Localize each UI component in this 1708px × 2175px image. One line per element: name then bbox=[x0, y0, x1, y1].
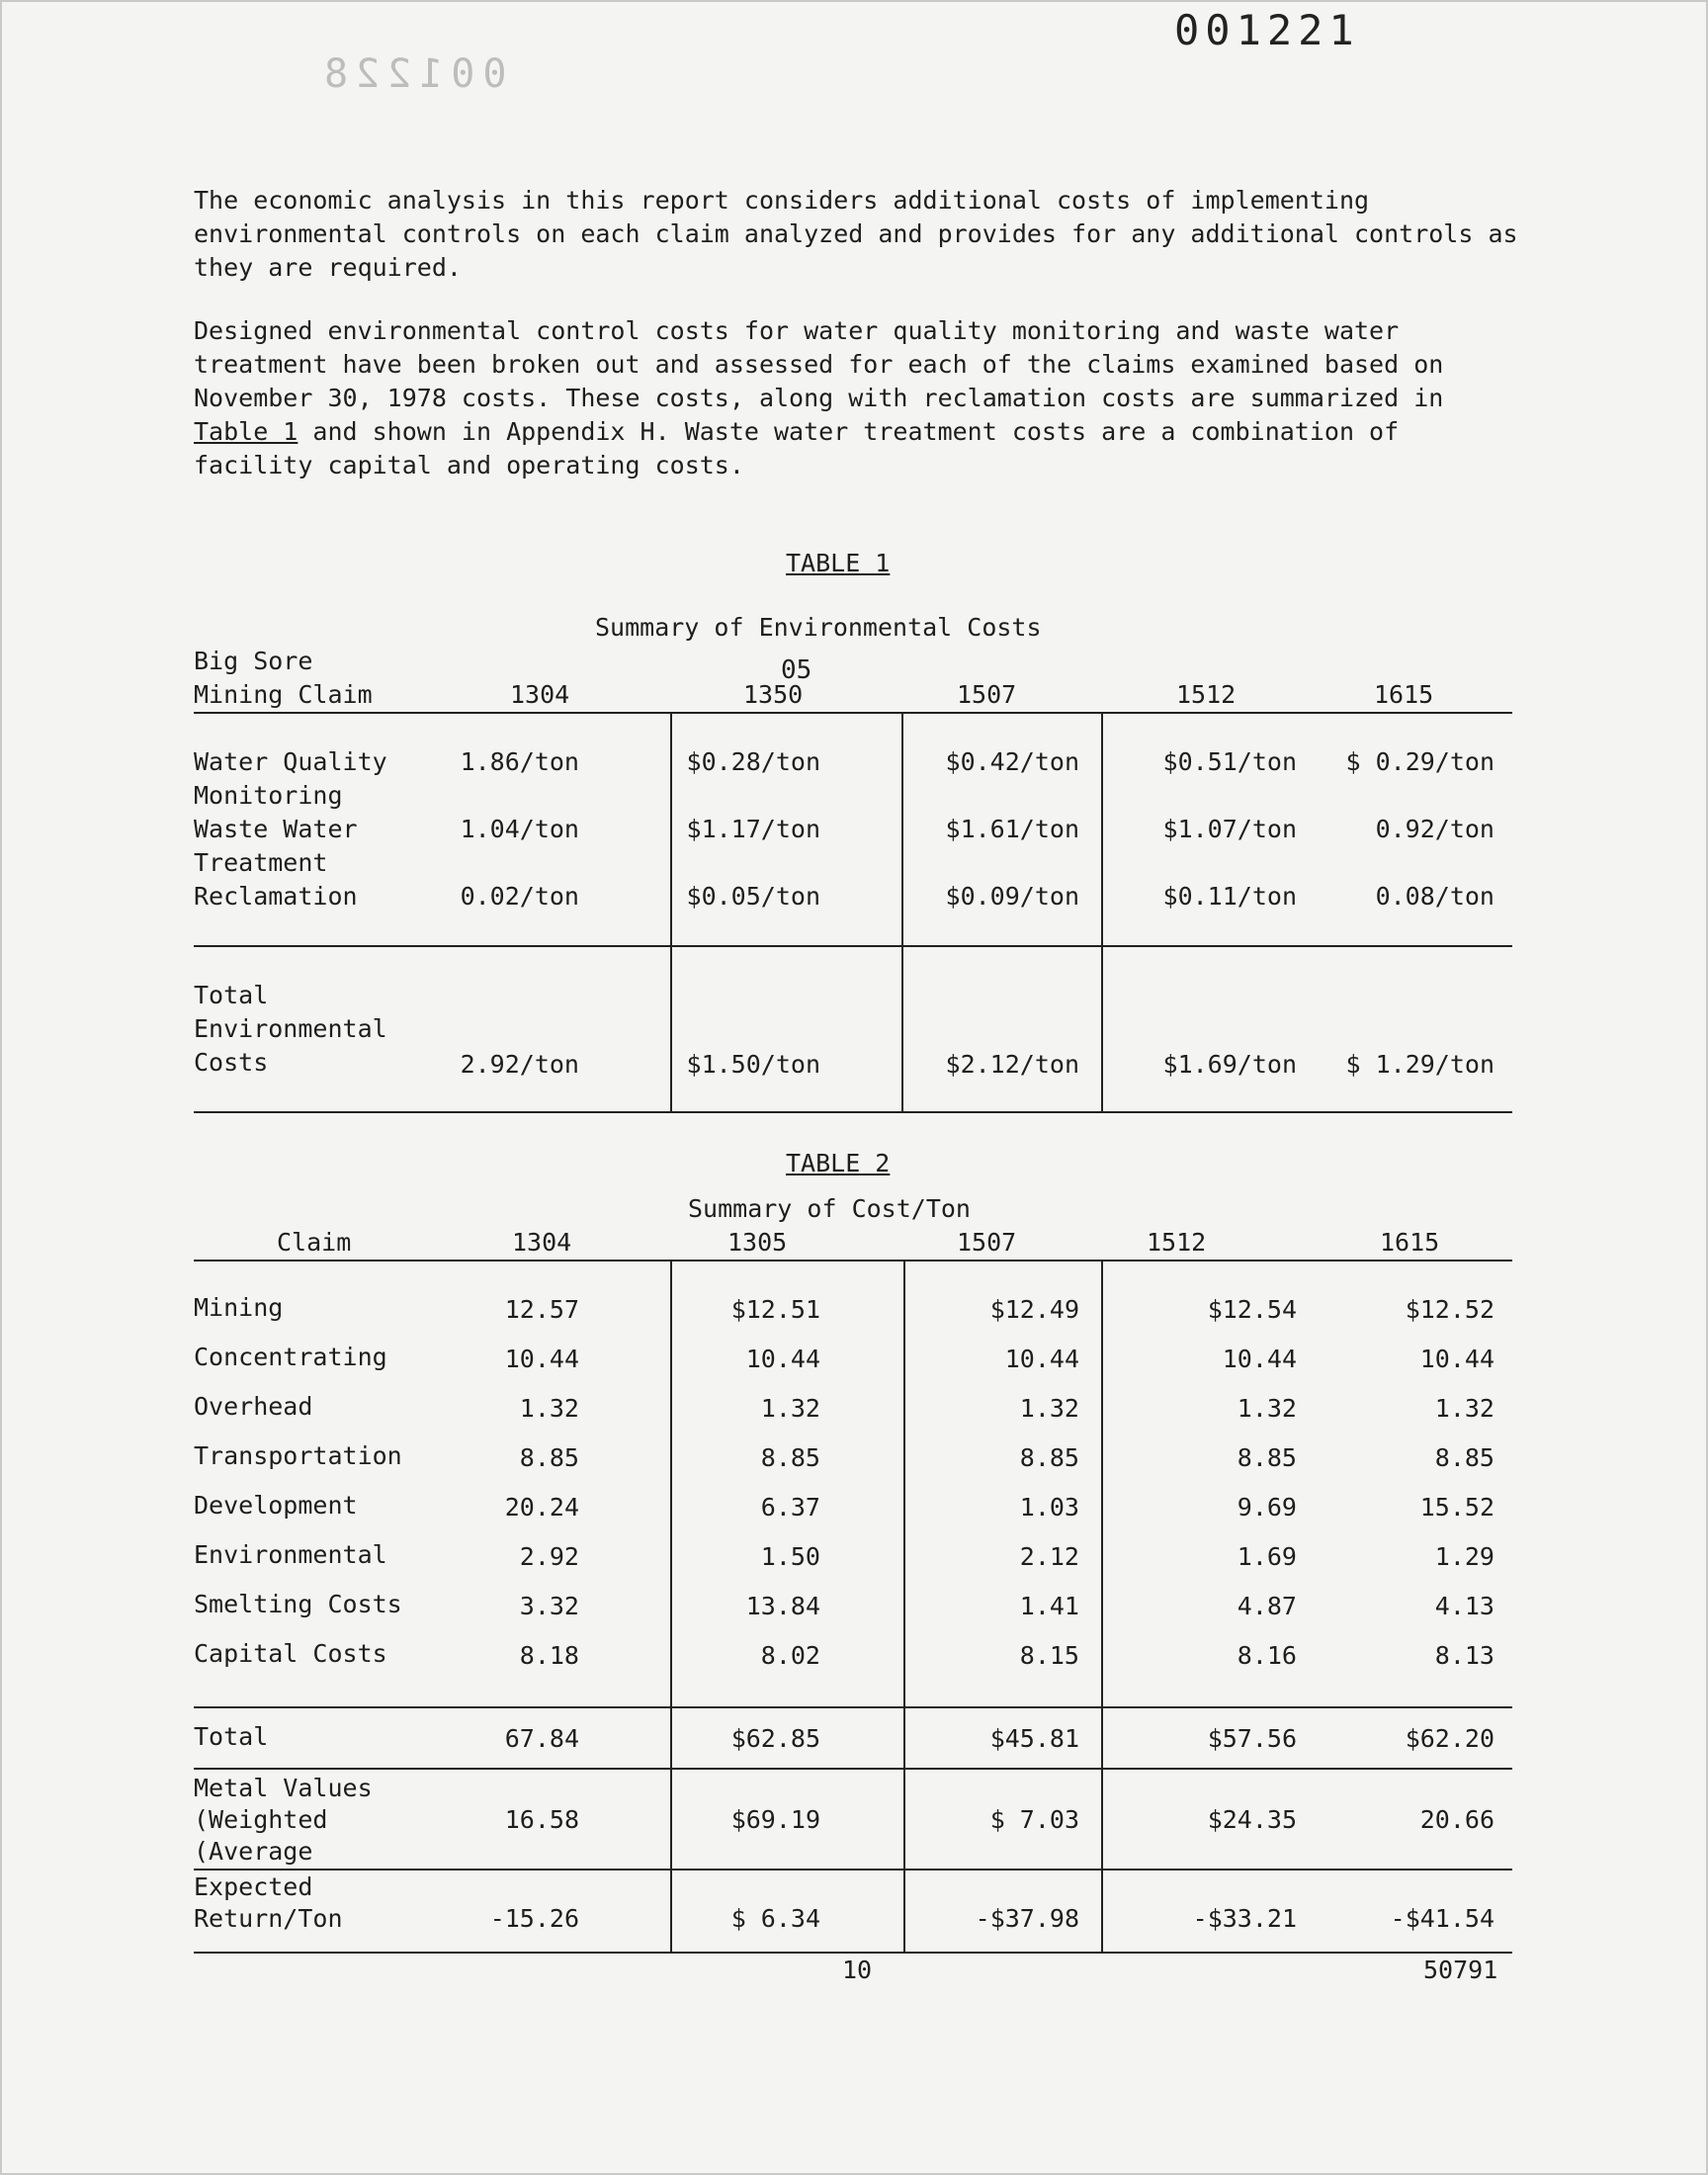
table-2-cell: 8.13 bbox=[1434, 1641, 1494, 1670]
table-2-metal-rule bbox=[194, 1869, 1512, 1870]
table-2-header-rule bbox=[194, 1260, 1512, 1262]
table-2-metal-cell: $24.35 bbox=[1207, 1805, 1297, 1834]
table-2-cell: 10.44 bbox=[504, 1345, 579, 1373]
table-2-cell: 8.85 bbox=[1434, 1443, 1494, 1472]
table-1-col-header: 1615 bbox=[1374, 680, 1434, 709]
table-1-header-label: Mining Claim bbox=[194, 680, 373, 709]
table-2-total-label: Total bbox=[194, 1722, 269, 1751]
table-2-expected-cell: $ 6.34 bbox=[730, 1904, 820, 1933]
table-2-metal-cell: $69.19 bbox=[730, 1805, 820, 1834]
table-2-cell: 2.92 bbox=[519, 1542, 579, 1571]
table-2-expected-cell: -15.26 bbox=[489, 1904, 579, 1933]
table-2-total-cell: $57.56 bbox=[1207, 1724, 1297, 1753]
table-2-total-cell: 67.84 bbox=[504, 1724, 579, 1753]
page-number: 10 bbox=[842, 1956, 873, 1984]
table-2-col-header: 1305 bbox=[727, 1228, 788, 1257]
table-2-row-label: Environmental bbox=[194, 1540, 387, 1569]
costs-paragraph bbox=[194, 314, 1518, 482]
intro-paragraph: The economic analysis in this report considers additional costs of implementing environmental controls on each claim analyzed and provides for any additional controls as they are required. bbox=[194, 186, 1518, 282]
column-correction: 05 bbox=[781, 655, 812, 685]
table-2-expected-cell: -$33.21 bbox=[1192, 1904, 1297, 1933]
table-1-col-header: 1304 bbox=[510, 680, 570, 709]
table-1-total-label: Environmental bbox=[194, 1014, 387, 1043]
table-1-total-cell: $2.12/ton bbox=[945, 1050, 1079, 1079]
table-2-total-cell: $62.85 bbox=[730, 1724, 820, 1753]
table-2-cell: $12.51 bbox=[730, 1295, 820, 1324]
table-1-total-rule bbox=[194, 945, 1512, 947]
table-2-cell: $12.49 bbox=[989, 1295, 1079, 1324]
table-1-header-rule bbox=[194, 712, 1512, 714]
bleed-through-stamp: 001228 bbox=[316, 51, 507, 97]
table-2-cell: 1.32 bbox=[760, 1394, 820, 1423]
table-1-total-cell: $1.69/ton bbox=[1162, 1050, 1297, 1079]
table-2-cell: 1.50 bbox=[760, 1542, 820, 1571]
table-2-header-label: Claim bbox=[277, 1228, 352, 1257]
table-2-cell: 9.69 bbox=[1237, 1493, 1297, 1522]
table-1-cell: $0.28/ton bbox=[686, 747, 820, 776]
table-1-cell: 0.92/ton bbox=[1375, 815, 1494, 843]
table-2-col-header: 1615 bbox=[1380, 1228, 1440, 1257]
table-2-row-label: Smelting Costs bbox=[194, 1590, 402, 1618]
table-2-metal-cell: $ 7.03 bbox=[989, 1805, 1079, 1834]
table-2-cell: 4.87 bbox=[1237, 1592, 1297, 1620]
table-1-total-label: Total bbox=[194, 981, 269, 1009]
table-2-expected-cell: -$41.54 bbox=[1390, 1904, 1494, 1933]
table-2-col-header: 1304 bbox=[512, 1228, 572, 1257]
document-stamp: 001221 bbox=[1174, 6, 1360, 54]
table-2-title: TABLE 2 bbox=[786, 1149, 891, 1177]
table-2-total-cell: $45.81 bbox=[989, 1724, 1079, 1753]
table-2-cell: 10.44 bbox=[1222, 1345, 1297, 1373]
table-2-cell: 10.44 bbox=[1004, 1345, 1079, 1373]
table-1-total-cell: $1.50/ton bbox=[686, 1050, 820, 1079]
table-2-cell: 12.57 bbox=[504, 1295, 579, 1324]
table-2-cell: 8.15 bbox=[1019, 1641, 1079, 1670]
table-1-cell: $0.11/ton bbox=[1162, 882, 1297, 911]
table-2-subtitle: Summary of Cost/Ton bbox=[688, 1194, 971, 1223]
table-2-cell: 1.69 bbox=[1237, 1542, 1297, 1571]
table-1-col-header: 1507 bbox=[957, 680, 1017, 709]
table-1-row-label: Reclamation bbox=[194, 882, 358, 911]
table-2-total-cell: $62.20 bbox=[1405, 1724, 1494, 1753]
table-1-title: TABLE 1 bbox=[786, 549, 891, 577]
table-1-cell: $0.09/ton bbox=[945, 882, 1079, 911]
table-1-col-header: 1350 bbox=[743, 680, 804, 709]
table-2-cell: 8.85 bbox=[1237, 1443, 1297, 1472]
table-2-col-header: 1512 bbox=[1147, 1228, 1207, 1257]
table-1-row-label: Waste Water bbox=[194, 815, 358, 843]
table-2-cell: 1.32 bbox=[1237, 1394, 1297, 1423]
table-1-cell: $0.05/ton bbox=[686, 882, 820, 911]
table-2-row-label: Capital Costs bbox=[194, 1639, 387, 1668]
table-2-cell: 8.85 bbox=[760, 1443, 820, 1472]
table-2-cell: 20.24 bbox=[504, 1493, 579, 1522]
table-2-cell: 8.18 bbox=[519, 1641, 579, 1670]
table-2-cell: 8.85 bbox=[1019, 1443, 1079, 1472]
table-1-row-label: Treatment bbox=[194, 848, 328, 877]
table-1-cell: 0.02/ton bbox=[460, 882, 579, 911]
table-2-cell: 1.29 bbox=[1434, 1542, 1494, 1571]
table-1-cell: $1.61/ton bbox=[945, 815, 1079, 843]
table-2-row-label: Overhead bbox=[194, 1392, 313, 1421]
table-2-row-label: Mining bbox=[194, 1293, 284, 1322]
table-1-row-label: Monitoring bbox=[194, 781, 343, 810]
table-2-cell: 2.12 bbox=[1019, 1542, 1079, 1571]
table-2-cell: $12.54 bbox=[1207, 1295, 1297, 1324]
costs-paragraph-text-a: Designed environmental control costs for water quality monitoring and waste water treatment have been broken out and assessed for each of the claims examined based on November 30, 1978 costs. These costs, along with reclamation costs are summarized in bbox=[194, 316, 1444, 412]
table-2-cell: $12.52 bbox=[1405, 1295, 1494, 1324]
table-2-total-rule bbox=[194, 1768, 1512, 1770]
table-2-metal-label: (Weighted bbox=[194, 1805, 328, 1834]
table-2-metal-label: Metal Values bbox=[194, 1774, 373, 1802]
table-2-cell: 4.13 bbox=[1434, 1592, 1494, 1620]
table-2-expected-cell: -$37.98 bbox=[975, 1904, 1079, 1933]
table-1-total-cell: 2.92/ton bbox=[460, 1050, 579, 1079]
document-number: 50791 bbox=[1423, 1956, 1498, 1984]
table-1-cell: $1.07/ton bbox=[1162, 815, 1297, 843]
table-1-row-label: Water Quality bbox=[194, 747, 387, 776]
table-1-col-header: 1512 bbox=[1176, 680, 1237, 709]
table-2-cell: 1.32 bbox=[1019, 1394, 1079, 1423]
table-1-cell: $ 0.29/ton bbox=[1345, 747, 1494, 776]
table-2-row-label: Transportation bbox=[194, 1441, 402, 1470]
table-2-expected-label: Expected bbox=[194, 1872, 313, 1901]
table-2-cell: 1.03 bbox=[1019, 1493, 1079, 1522]
table-1-cell: $0.51/ton bbox=[1162, 747, 1297, 776]
table-2-cell: 10.44 bbox=[1419, 1345, 1494, 1373]
table-2-bottom-rule bbox=[194, 1952, 1512, 1954]
costs-paragraph-text-b: and shown in Appendix H. Waste water treatment costs are a combination of facility capital and operating costs. bbox=[194, 417, 1400, 479]
table-1-cell: 1.86/ton bbox=[460, 747, 579, 776]
table-2-row-label: Concentrating bbox=[194, 1343, 387, 1371]
table-1-cell: 0.08/ton bbox=[1375, 882, 1494, 911]
table-1-cell: 1.04/ton bbox=[460, 815, 579, 843]
table-1-subtitle: Summary of Environmental Costs bbox=[595, 613, 1042, 642]
table-2-row-label: Development bbox=[194, 1491, 358, 1520]
table-2-cell: 10.44 bbox=[745, 1345, 820, 1373]
table-2-cell: 8.85 bbox=[519, 1443, 579, 1472]
table-2-expected-label: Return/Ton bbox=[194, 1904, 343, 1933]
table-2-cell: 8.02 bbox=[760, 1641, 820, 1670]
table-1-bottom-rule bbox=[194, 1111, 1512, 1113]
table-2-cell: 1.32 bbox=[1434, 1394, 1494, 1423]
table-2-metal-cell: 16.58 bbox=[504, 1805, 579, 1834]
table-2-cell: 13.84 bbox=[745, 1592, 820, 1620]
table-2-cell: 8.16 bbox=[1237, 1641, 1297, 1670]
table-1-cell: $0.42/ton bbox=[945, 747, 1079, 776]
table-1-cell: $1.17/ton bbox=[686, 815, 820, 843]
table-2-cell: 3.32 bbox=[519, 1592, 579, 1620]
table-2-cell: 15.52 bbox=[1419, 1493, 1494, 1522]
table-2-cell: 6.37 bbox=[760, 1493, 820, 1522]
table-1-total-cell: $ 1.29/ton bbox=[1345, 1050, 1494, 1079]
table-2-subtotal-rule bbox=[194, 1706, 1512, 1708]
table-2-metal-cell: 20.66 bbox=[1419, 1805, 1494, 1834]
table-1-reference: Table 1 bbox=[194, 417, 299, 446]
table-2-metal-label: (Average bbox=[194, 1837, 313, 1866]
table-2-cell: 1.32 bbox=[519, 1394, 579, 1423]
table-2-col-header: 1507 bbox=[957, 1228, 1017, 1257]
table-1-header-label: Big Sore bbox=[194, 647, 313, 675]
table-2-cell: 1.41 bbox=[1019, 1592, 1079, 1620]
table-1-total-label: Costs bbox=[194, 1048, 269, 1077]
